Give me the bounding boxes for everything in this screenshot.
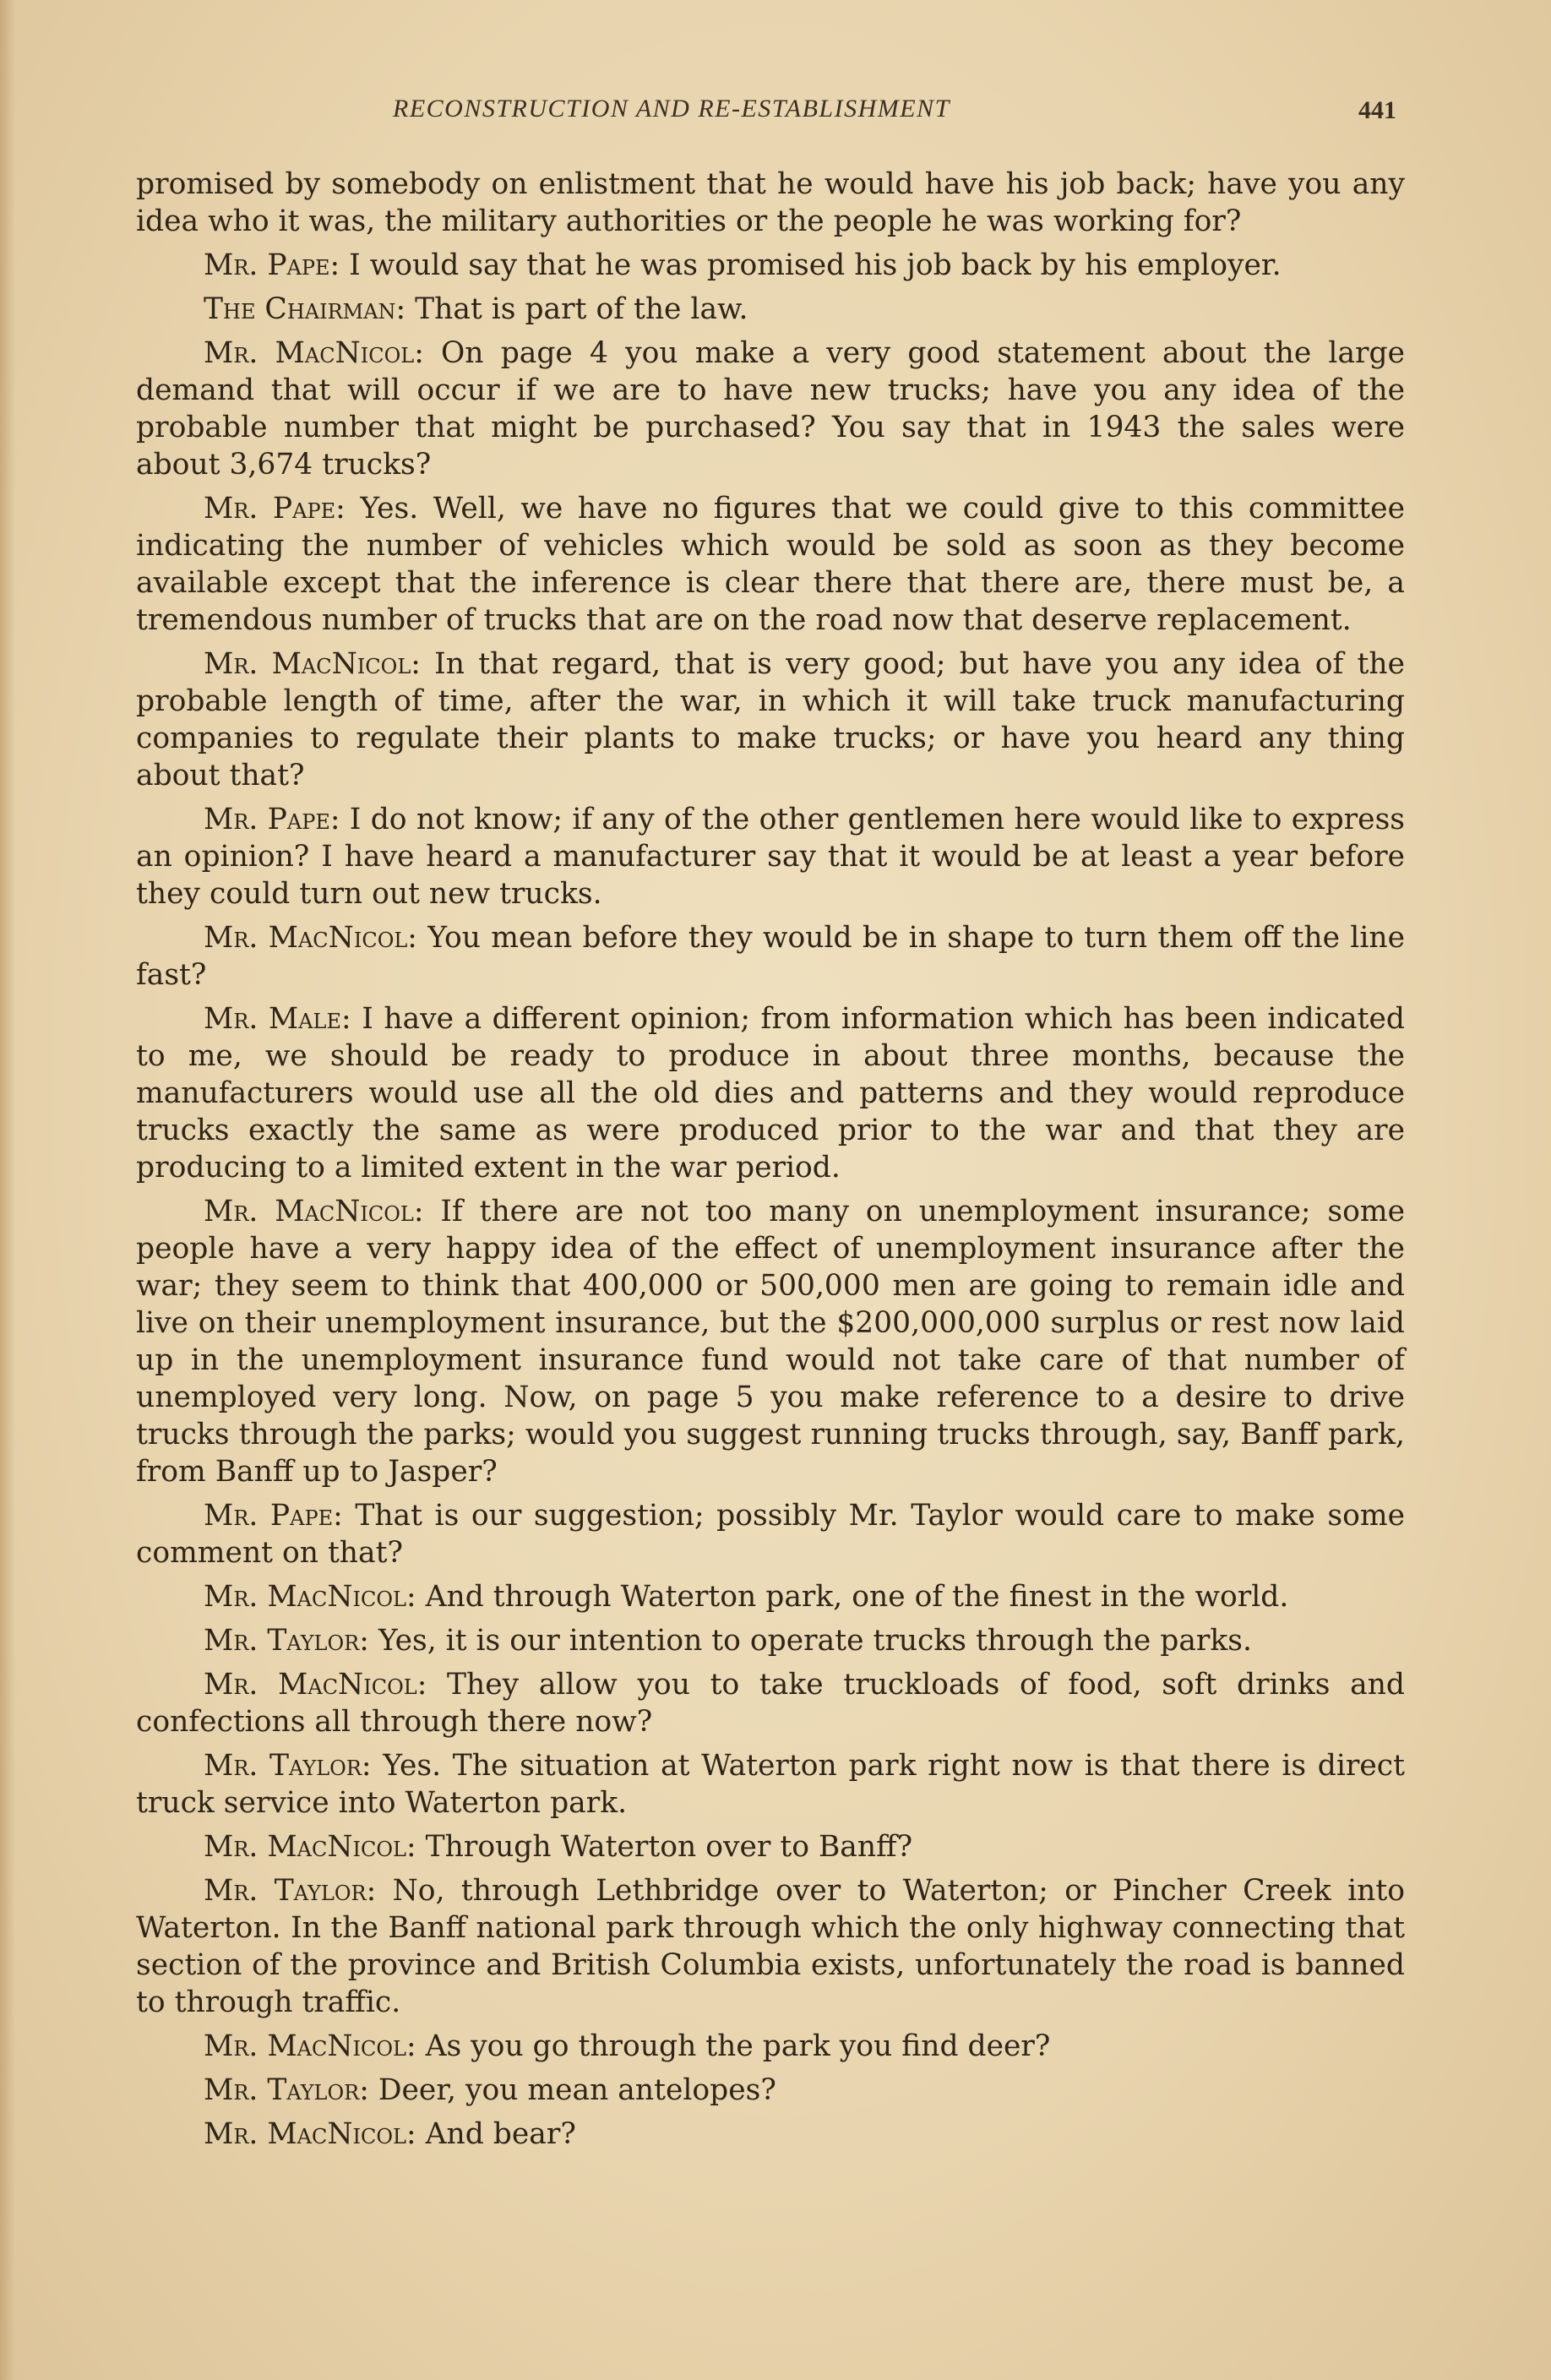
speaker-name: Mr. Pape:	[204, 248, 340, 282]
speech-paragraph	[136, 1497, 1405, 1571]
speaker-name: Mr. MacNicol:	[204, 2029, 416, 2063]
speech-paragraph	[136, 490, 1405, 639]
speech-paragraph	[136, 1622, 1405, 1659]
speech-paragraph	[136, 335, 1405, 483]
speaker-name: Mr. Taylor:	[204, 2073, 369, 2107]
speaker-name: Mr. Taylor:	[204, 1874, 377, 1908]
speaker-name: Mr. MacNicol:	[204, 1830, 416, 1864]
speech-paragraph	[136, 291, 1405, 328]
speech-paragraph	[136, 1828, 1405, 1865]
speech-paragraph	[136, 2072, 1405, 2109]
speech-paragraph	[136, 1193, 1405, 1490]
speaker-name: Mr. MacNicol:	[204, 1195, 424, 1228]
speech-paragraph	[136, 1666, 1405, 1740]
speaker-name: Mr. MacNicol:	[204, 336, 424, 370]
speaker-name: Mr. MacNicol:	[204, 1580, 416, 1614]
speech-paragraph	[136, 1872, 1405, 2021]
speaker-name: Mr. MacNicol:	[204, 647, 421, 681]
speech-paragraph	[136, 801, 1405, 912]
speech-text: On page 4 you make a very good statement about the large demand that will occur if we are to have new trucks; have you any idea of the probable number that might be purchased? You say that in 1943 the sales were about 3,674 trucks?	[136, 336, 1406, 482]
speech-text: Yes, it is our intention to operate trucks through the parks.	[378, 1624, 1252, 1658]
speech-paragraph	[136, 2028, 1405, 2065]
speech-paragraph	[136, 645, 1405, 794]
speaker-name: Mr. Pape:	[204, 803, 340, 836]
speaker-name: Mr. Pape:	[204, 492, 346, 526]
speech-text: Yes. The situation at Waterton park right now is that there is direct truck service into Waterton park.	[136, 1749, 1405, 1820]
speaker-name: Mr. MacNicol:	[204, 921, 417, 955]
speaker-name: The Chairman:	[204, 292, 406, 326]
speech-paragraph	[136, 919, 1405, 994]
speech-text: I have a different opinion; from information which has been indicated to me, we should be ready to produce in about three months, because the manufacturers would use all the old dies and patterns and they would reproduce trucks exactly the same as were produced prior to the war and that they are producing to a limited extent in the war period.	[136, 1002, 1406, 1185]
speech-text: I would say that he was promised his job back by his employer.	[349, 248, 1282, 282]
page-number: 441	[1358, 96, 1396, 124]
speech-text: That is part of the law.	[415, 292, 748, 326]
speech-paragraph	[136, 2116, 1405, 2153]
speaker-name: Mr. Taylor:	[204, 1749, 372, 1783]
speech-text: They allow you to take truckloads of food, soft drinks and confections all through there now?	[136, 1668, 1406, 1739]
speech-text: You mean before they would be in shape to turn them off the line fast?	[136, 921, 1405, 992]
speaker-name: Mr. Male:	[204, 1002, 351, 1036]
speaker-name: Mr. MacNicol:	[204, 1668, 427, 1702]
speech-text: Deer, you mean antelopes?	[378, 2073, 776, 2107]
speech-paragraph	[136, 1578, 1405, 1615]
speech-text: In that regard, that is very good; but have you any idea of the probable length of time, after the war, in which it will take truck manufacturing companies to regulate their plants to make trucks; or have you heard any thing about that?	[136, 647, 1406, 792]
speech-text: I do not know; if any of the other gentlemen here would like to express an opinion? I have heard a manufacturer say that it would be at least a year before they could turn out new trucks.	[136, 803, 1406, 911]
speech-text: Yes. Well, we have no figures that we could give to this committee indicating the number of vehicles which would be sold as soon as they become available except that the inference is clear there that there are, there must be, a tremendous number of trucks that are on the road now that deserve replacement.	[136, 492, 1406, 637]
speech-text: Through Waterton over to Banff?	[425, 1830, 913, 1864]
speech-text: And through Waterton park, one of the finest in the world.	[425, 1580, 1289, 1614]
speech-text: No, through Lethbridge over to Waterton; or Pincher Creek into Waterton. In the Banff national park through which the only highway connecting that section of the province and British Columbia exists, unfortunately the road is banned to through traffic.	[136, 1874, 1405, 2019]
page-edge-shadow	[0, 0, 15, 2380]
speech-text: If there are not too many on unemployment insurance; some people have a very happy idea of the effect of unemployment insurance after the war; they seem to think that 400,000 or 500,000 men are going to remain idle and live on their unemployment insurance, but the $200,000,000 surplus or rest now laid up in the unemployment insurance fund would not take care of that number of unemployed very long. Now, on page 5 you make reference to a desire to drive trucks through the parks; would you suggest running trucks through, say, Banff park, from Banff up to Jasper?	[136, 1195, 1405, 1489]
speech-text: And bear?	[425, 2117, 576, 2151]
speech-paragraph	[136, 247, 1405, 284]
speaker-name: Mr. Taylor:	[204, 1624, 369, 1658]
continuation-paragraph	[136, 166, 1405, 240]
speaker-name: Mr. Pape:	[204, 1499, 343, 1533]
speech-text: As you go through the park you find deer?	[425, 2029, 1051, 2063]
running-head: RECONSTRUCTION AND RE-ESTABLISHMENT	[393, 95, 950, 123]
speech-paragraph	[136, 1000, 1405, 1186]
speaker-name: Mr. MacNicol:	[204, 2117, 416, 2151]
transcript-body	[136, 166, 1405, 2159]
speech-text: That is our suggestion; possibly Mr. Taylor would care to make some comment on that?	[136, 1499, 1405, 1570]
speech-paragraph	[136, 1747, 1405, 1822]
speech-text: promised by somebody on enlistment that he would have his job back; have you any idea who it was, the military authorities or the people he was working for?	[136, 167, 1405, 238]
